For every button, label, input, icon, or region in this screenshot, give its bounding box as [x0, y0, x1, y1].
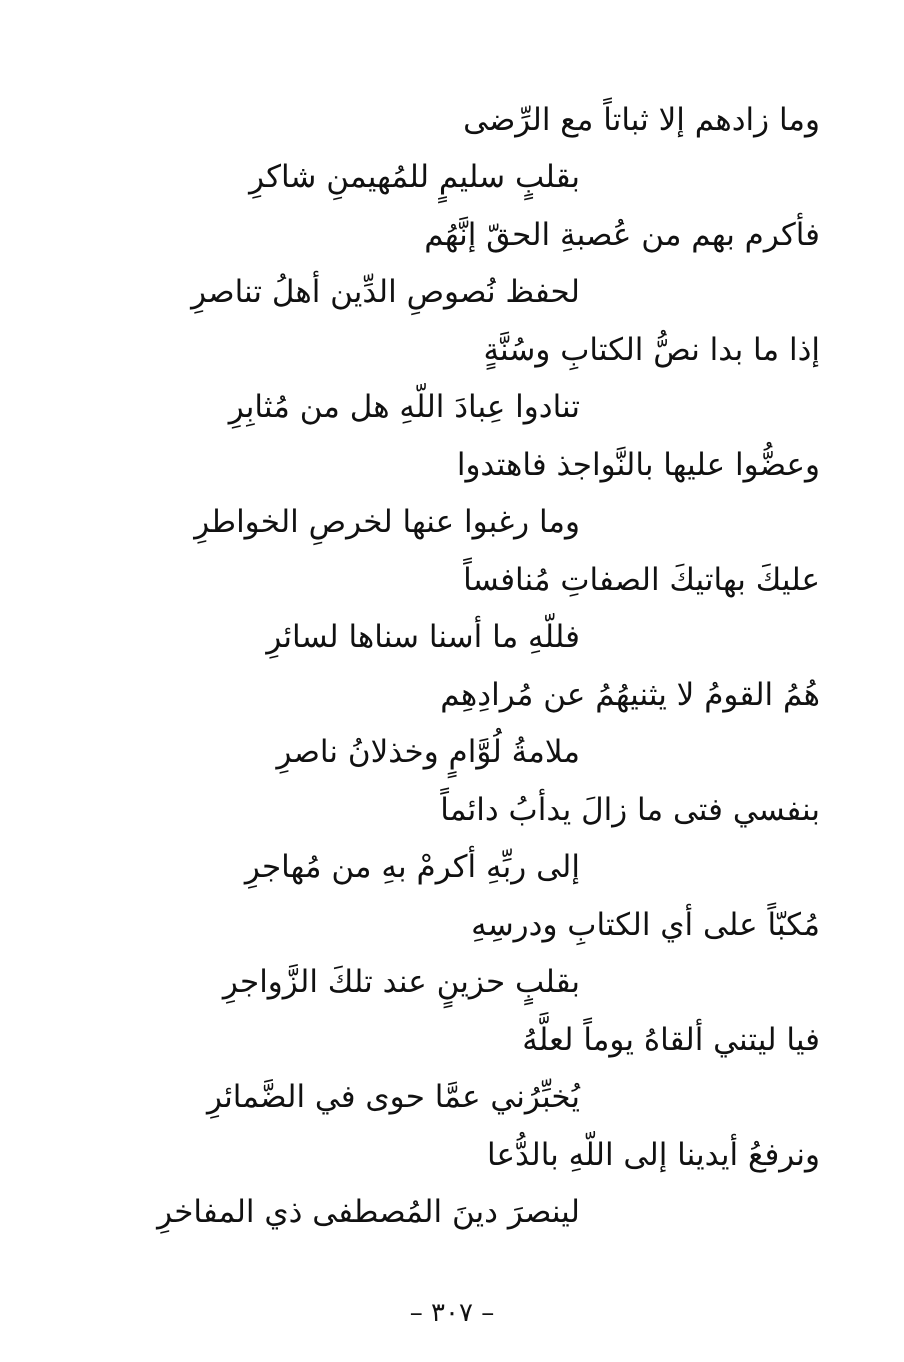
verse: [120, 441, 820, 556]
verse-first-hemistich: فأكرم بهم من عُصبةِ الحقّ إنَّهُم: [424, 217, 820, 253]
verse: [120, 1131, 820, 1246]
verse-second-hemistich: وما رغبوا عنها لخرصِ الخواطرِ: [194, 504, 580, 540]
poem: [120, 96, 820, 1246]
verse-first-hemistich: عليكَ بهاتيكَ الصفاتِ مُنافساً: [463, 562, 820, 598]
verse-first-hemistich: هُمُ القومُ لا يثنيهُمُ عن مُرادِهِم: [440, 677, 820, 713]
verse-second-hemistich: ملامةُ لُوَّامٍ وخذلانُ ناصرِ: [276, 734, 580, 770]
verse-second-hemistich: بقلبٍ سليمٍ للمُهيمنِ شاكرِ: [249, 159, 580, 195]
verse: [120, 901, 820, 1016]
verse-second-hemistich: إلى ربِّهِ أكرمْ بهِ من مُهاجرِ: [244, 849, 580, 885]
verse: [120, 556, 820, 671]
verse: [120, 1016, 820, 1131]
page-number: – ٣٠٧ –: [409, 1298, 495, 1328]
verse-first-hemistich: ونرفعُ أيدينا إلى اللّهِ بالدُّعا: [487, 1137, 820, 1173]
verse-second-hemistich: بقلبٍ حزينٍ عند تلكَ الزَّواجرِ: [222, 964, 580, 1000]
verse: [120, 326, 820, 441]
verse-second-hemistich: تنادوا عِبادَ اللّهِ هل من مُثابِرِ: [228, 389, 580, 425]
verse: [120, 211, 820, 326]
verse: [120, 671, 820, 786]
verse-second-hemistich: يُخبِّرُني عمَّا حوى في الضَّمائرِ: [207, 1079, 580, 1115]
verse-first-hemistich: بنفسي فتى ما زالَ يدأبُ دائماً: [440, 792, 820, 828]
verse-first-hemistich: مُكبّاً على أي الكتابِ ودرسِهِ: [471, 907, 820, 943]
verse-first-hemistich: إذا ما بدا نصُّ الكتابِ وسُنَّةٍ: [483, 332, 820, 368]
verse-second-hemistich: لحفظ نُصوصِ الدِّين أهلُ تناصرِ: [191, 274, 580, 310]
verse: [120, 786, 820, 901]
verse-second-hemistich: فللّهِ ما أسنا سناها لسائرِ: [266, 619, 580, 655]
verse-first-hemistich: وما زادهم إلا ثباتاً مع الرِّضى: [463, 102, 820, 138]
verse-second-hemistich: لينصرَ دينَ المُصطفى ذي المفاخرِ: [157, 1194, 580, 1230]
verse-first-hemistich: وعضُّوا عليها بالنَّواجذ فاهتدوا: [456, 447, 820, 483]
verse-first-hemistich: فيا ليتني ألقاهُ يوماً لعلَّهُ: [522, 1022, 820, 1058]
verse: [120, 96, 820, 211]
